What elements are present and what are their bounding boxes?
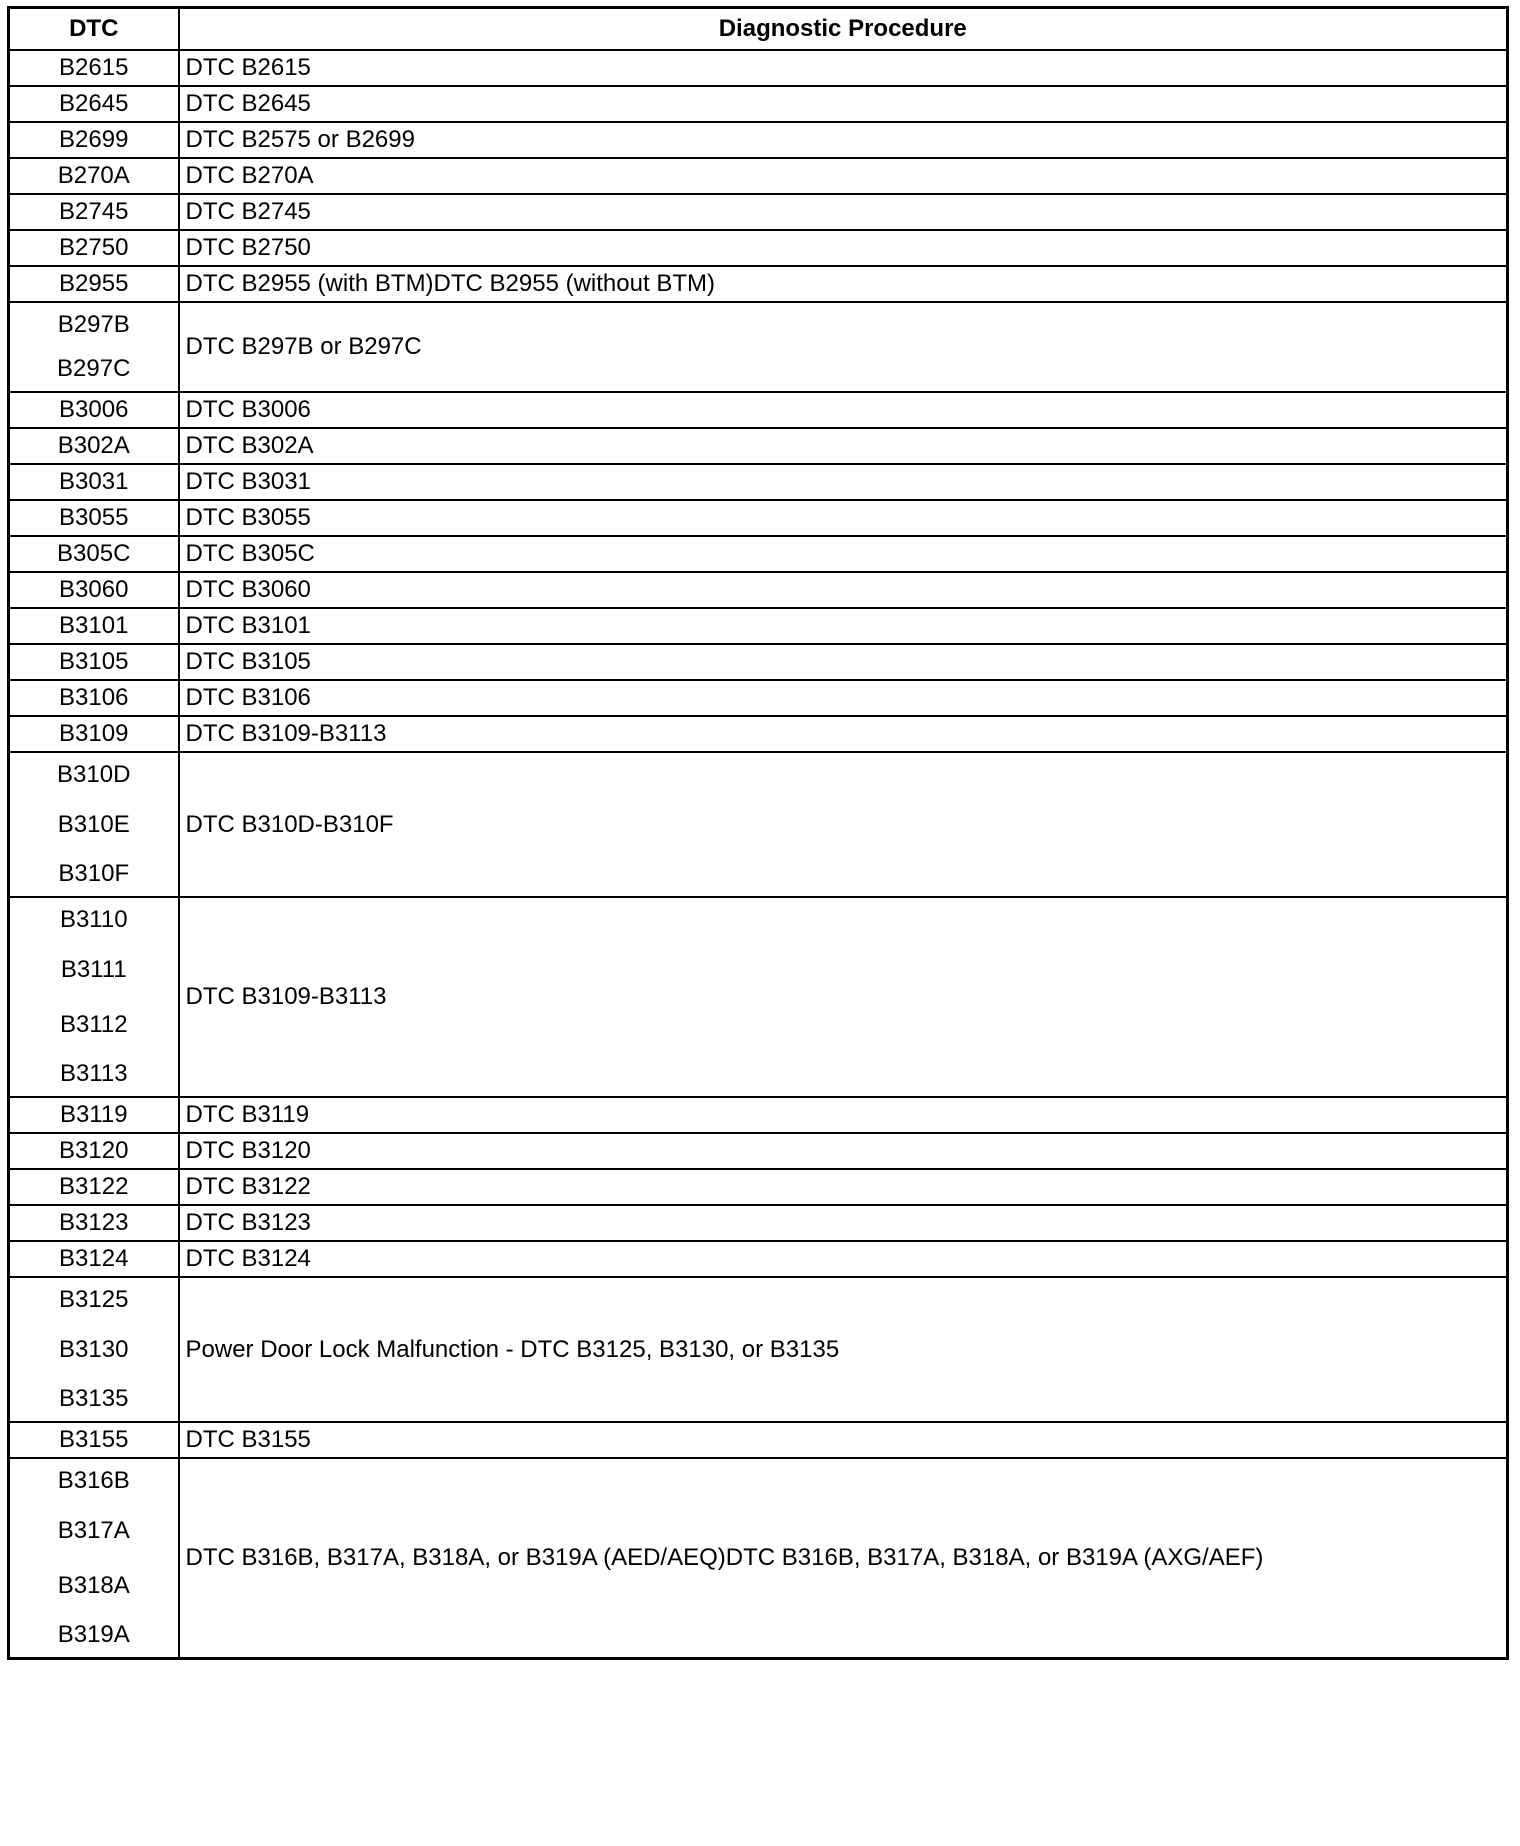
dtc-code: B2955 <box>59 270 129 297</box>
dtc-code: B3111 <box>60 956 127 983</box>
diagnostic-procedure-text: DTC B2750 <box>185 234 311 261</box>
diagnostic-procedure-text: DTC B3106 <box>185 684 311 711</box>
dtc-code-cell <box>9 122 179 158</box>
dtc-code: B3120 <box>59 1137 129 1164</box>
table-row <box>9 572 1508 608</box>
diagnostic-procedure-cell <box>179 500 1508 536</box>
dtc-code-cell <box>9 86 179 122</box>
diagnostic-procedure-text: DTC B3123 <box>185 1209 311 1236</box>
diagnostic-procedure-cell <box>179 302 1508 392</box>
table-row <box>9 716 1508 752</box>
column-header-dtc-label: DTC <box>69 15 119 42</box>
diagnostic-procedure-text: DTC B3124 <box>185 1245 311 1272</box>
diagnostic-procedure-cell <box>179 1422 1508 1458</box>
table-row <box>9 1241 1508 1277</box>
dtc-code-cell <box>9 50 179 86</box>
dtc-code: B3113 <box>59 1060 128 1087</box>
diagnostic-procedure-text: DTC B302A <box>185 432 314 459</box>
diagnostic-procedure-text: DTC B3109-B3113 <box>185 983 387 1010</box>
dtc-code-cell <box>9 716 179 752</box>
diagnostic-procedure-cell <box>179 572 1508 608</box>
diagnostic-procedure-cell <box>179 158 1508 194</box>
diagnostic-procedure-text: DTC B310D-B310F <box>185 810 394 838</box>
diagnostic-procedure-cell <box>179 644 1508 680</box>
table-row <box>9 158 1508 194</box>
diagnostic-procedure-text: DTC B3122 <box>185 1173 311 1200</box>
dtc-code-cell <box>9 500 179 536</box>
diagnostic-procedure-cell <box>179 1133 1508 1169</box>
dtc-code-cell <box>9 1205 179 1241</box>
dtc-code: B302A <box>57 432 130 459</box>
table-row <box>9 392 1508 428</box>
diagnostic-procedure-cell <box>179 752 1508 897</box>
dtc-code: B2750 <box>59 234 129 261</box>
dtc-code-cell <box>9 302 179 392</box>
table-row <box>9 1097 1508 1133</box>
dtc-code: B3006 <box>59 396 129 423</box>
table-row <box>9 122 1508 158</box>
dtc-code: B3055 <box>59 504 129 531</box>
column-header-dtc <box>9 8 179 51</box>
dtc-code: B3112 <box>59 1011 128 1038</box>
dtc-code: B319A <box>57 1621 130 1648</box>
diagnostic-procedure-cell <box>179 1205 1508 1241</box>
table-row <box>9 536 1508 572</box>
dtc-code: B318A <box>57 1572 130 1599</box>
diagnostic-procedure-text: DTC B270A <box>185 162 314 189</box>
diagnostic-procedure-text: DTC B3105 <box>185 648 311 675</box>
diagnostic-procedure-cell <box>179 266 1508 302</box>
dtc-code: B3122 <box>59 1173 129 1200</box>
diagnostic-procedure-text: DTC B3109-B3113 <box>185 720 387 747</box>
column-header-procedure-label: Diagnostic Procedure <box>718 15 967 42</box>
dtc-code: B3155 <box>59 1426 129 1453</box>
diagnostic-procedure-cell <box>179 50 1508 86</box>
dtc-code-cell <box>9 752 179 897</box>
dtc-code-cell <box>9 1277 179 1422</box>
dtc-code-cell <box>9 1422 179 1458</box>
diagnostic-procedure-cell <box>179 1241 1508 1277</box>
diagnostic-procedure-cell <box>179 1169 1508 1205</box>
dtc-code-cell <box>9 1169 179 1205</box>
dtc-code: B2745 <box>59 198 129 225</box>
diagnostic-procedure-text: DTC B305C <box>185 540 315 567</box>
diagnostic-procedure-text: DTC B2955 (with BTM)DTC B2955 (without BTM) <box>185 270 715 297</box>
dtc-code: B3106 <box>59 684 129 711</box>
table-row <box>9 428 1508 464</box>
dtc-code-cell <box>9 428 179 464</box>
diagnostic-procedure-cell <box>179 608 1508 644</box>
table-body <box>9 50 1508 1659</box>
dtc-code: B3101 <box>59 612 129 639</box>
table-row <box>9 1133 1508 1169</box>
column-header-procedure <box>179 8 1508 51</box>
diagnostic-procedure-text: DTC B316B, B317A, B318A, or B319A (AED/AEQ)DTC B316B, B317A, B318A, or B319A (AXG/AEF) <box>185 1544 1264 1571</box>
diagnostic-procedure-text: DTC B3101 <box>185 612 311 639</box>
dtc-code: B2645 <box>59 90 129 117</box>
diagnostic-procedure-cell <box>179 897 1508 1097</box>
diagnostic-procedure-cell <box>179 392 1508 428</box>
dtc-code-cell <box>9 897 179 1097</box>
dtc-code-cell <box>9 230 179 266</box>
dtc-code-cell <box>9 194 179 230</box>
diagnostic-procedure-cell <box>179 86 1508 122</box>
table-row <box>9 230 1508 266</box>
diagnostic-procedure-cell <box>179 1458 1508 1659</box>
diagnostic-procedure-text: DTC B297B or B297C <box>185 333 422 360</box>
dtc-code: B310D <box>57 761 131 788</box>
dtc-code: B310F <box>58 860 130 887</box>
diagnostic-procedure-cell <box>179 464 1508 500</box>
dtc-code-cell <box>9 464 179 500</box>
table-row <box>9 1277 1508 1422</box>
table-row <box>9 1458 1508 1659</box>
dtc-code: B3031 <box>59 468 129 495</box>
diagnostic-procedure-cell <box>179 536 1508 572</box>
dtc-code: B3119 <box>59 1101 128 1128</box>
dtc-code: B310E <box>57 811 130 838</box>
diagnostic-procedure-cell <box>179 1277 1508 1422</box>
table-row <box>9 50 1508 86</box>
dtc-code: B297B <box>57 311 130 338</box>
dtc-code: B270A <box>57 162 130 189</box>
diagnostic-procedure-text: DTC B3055 <box>185 504 311 531</box>
dtc-code: B316B <box>57 1467 130 1494</box>
table-header-row <box>9 8 1508 51</box>
table-row <box>9 608 1508 644</box>
table-row <box>9 1169 1508 1205</box>
table-row <box>9 302 1508 392</box>
dtc-code: B3110 <box>59 906 128 933</box>
diagnostic-procedure-text: DTC B3120 <box>185 1137 311 1164</box>
table-row <box>9 464 1508 500</box>
diagnostic-procedure-cell <box>179 680 1508 716</box>
dtc-code-cell <box>9 644 179 680</box>
dtc-code-cell <box>9 608 179 644</box>
dtc-code: B3060 <box>59 576 129 603</box>
diagnostic-procedure-text: DTC B3060 <box>185 576 311 603</box>
dtc-code: B3125 <box>59 1286 129 1313</box>
diagnostic-procedure-text: DTC B3031 <box>185 468 311 495</box>
dtc-code: B2699 <box>59 126 129 153</box>
dtc-code: B3105 <box>59 648 129 675</box>
table-row <box>9 680 1508 716</box>
table-row <box>9 752 1508 897</box>
dtc-code: B3130 <box>59 1336 129 1363</box>
dtc-code: B3123 <box>59 1209 129 1236</box>
table-row <box>9 1422 1508 1458</box>
table-row <box>9 266 1508 302</box>
diagnostic-procedure-cell <box>179 194 1508 230</box>
dtc-code-cell <box>9 392 179 428</box>
dtc-code: B3109 <box>59 720 129 747</box>
dtc-code: B305C <box>57 540 131 567</box>
dtc-code-cell <box>9 1458 179 1659</box>
dtc-code: B3135 <box>59 1385 129 1412</box>
dtc-code-cell <box>9 158 179 194</box>
table-row <box>9 897 1508 1097</box>
dtc-code: B2615 <box>59 54 129 81</box>
diagnostic-procedure-text: DTC B3119 <box>185 1101 310 1128</box>
table-row <box>9 500 1508 536</box>
dtc-code-cell <box>9 266 179 302</box>
diagnostic-procedure-text: DTC B3006 <box>185 396 311 423</box>
dtc-code-cell <box>9 1241 179 1277</box>
diagnostic-procedure-text: Power Door Lock Malfunction - DTC B3125, B3130, or B3135 <box>185 1335 840 1363</box>
dtc-code-cell <box>9 1097 179 1133</box>
table-row <box>9 86 1508 122</box>
diagnostic-procedure-text: DTC B2575 or B2699 <box>185 126 415 153</box>
diagnostic-procedure-cell <box>179 230 1508 266</box>
diagnostic-procedure-text: DTC B2615 <box>185 54 311 81</box>
diagnostic-procedure-cell <box>179 1097 1508 1133</box>
dtc-code: B3124 <box>59 1245 129 1272</box>
diagnostic-procedure-text: DTC B3155 <box>185 1426 311 1453</box>
table-row <box>9 644 1508 680</box>
dtc-code-cell <box>9 1133 179 1169</box>
dtc-code-cell <box>9 572 179 608</box>
dtc-code-cell <box>9 680 179 716</box>
diagnostic-procedure-text: DTC B2645 <box>185 90 311 117</box>
dtc-code: B297C <box>57 355 131 382</box>
diagnostic-procedure-cell <box>179 122 1508 158</box>
table-row <box>9 194 1508 230</box>
dtc-table <box>7 6 1509 1660</box>
diagnostic-procedure-cell <box>179 716 1508 752</box>
dtc-code-cell <box>9 536 179 572</box>
table-row <box>9 1205 1508 1241</box>
diagnostic-procedure-cell <box>179 428 1508 464</box>
dtc-code: B317A <box>57 1517 130 1544</box>
diagnostic-procedure-text: DTC B2745 <box>185 198 311 225</box>
